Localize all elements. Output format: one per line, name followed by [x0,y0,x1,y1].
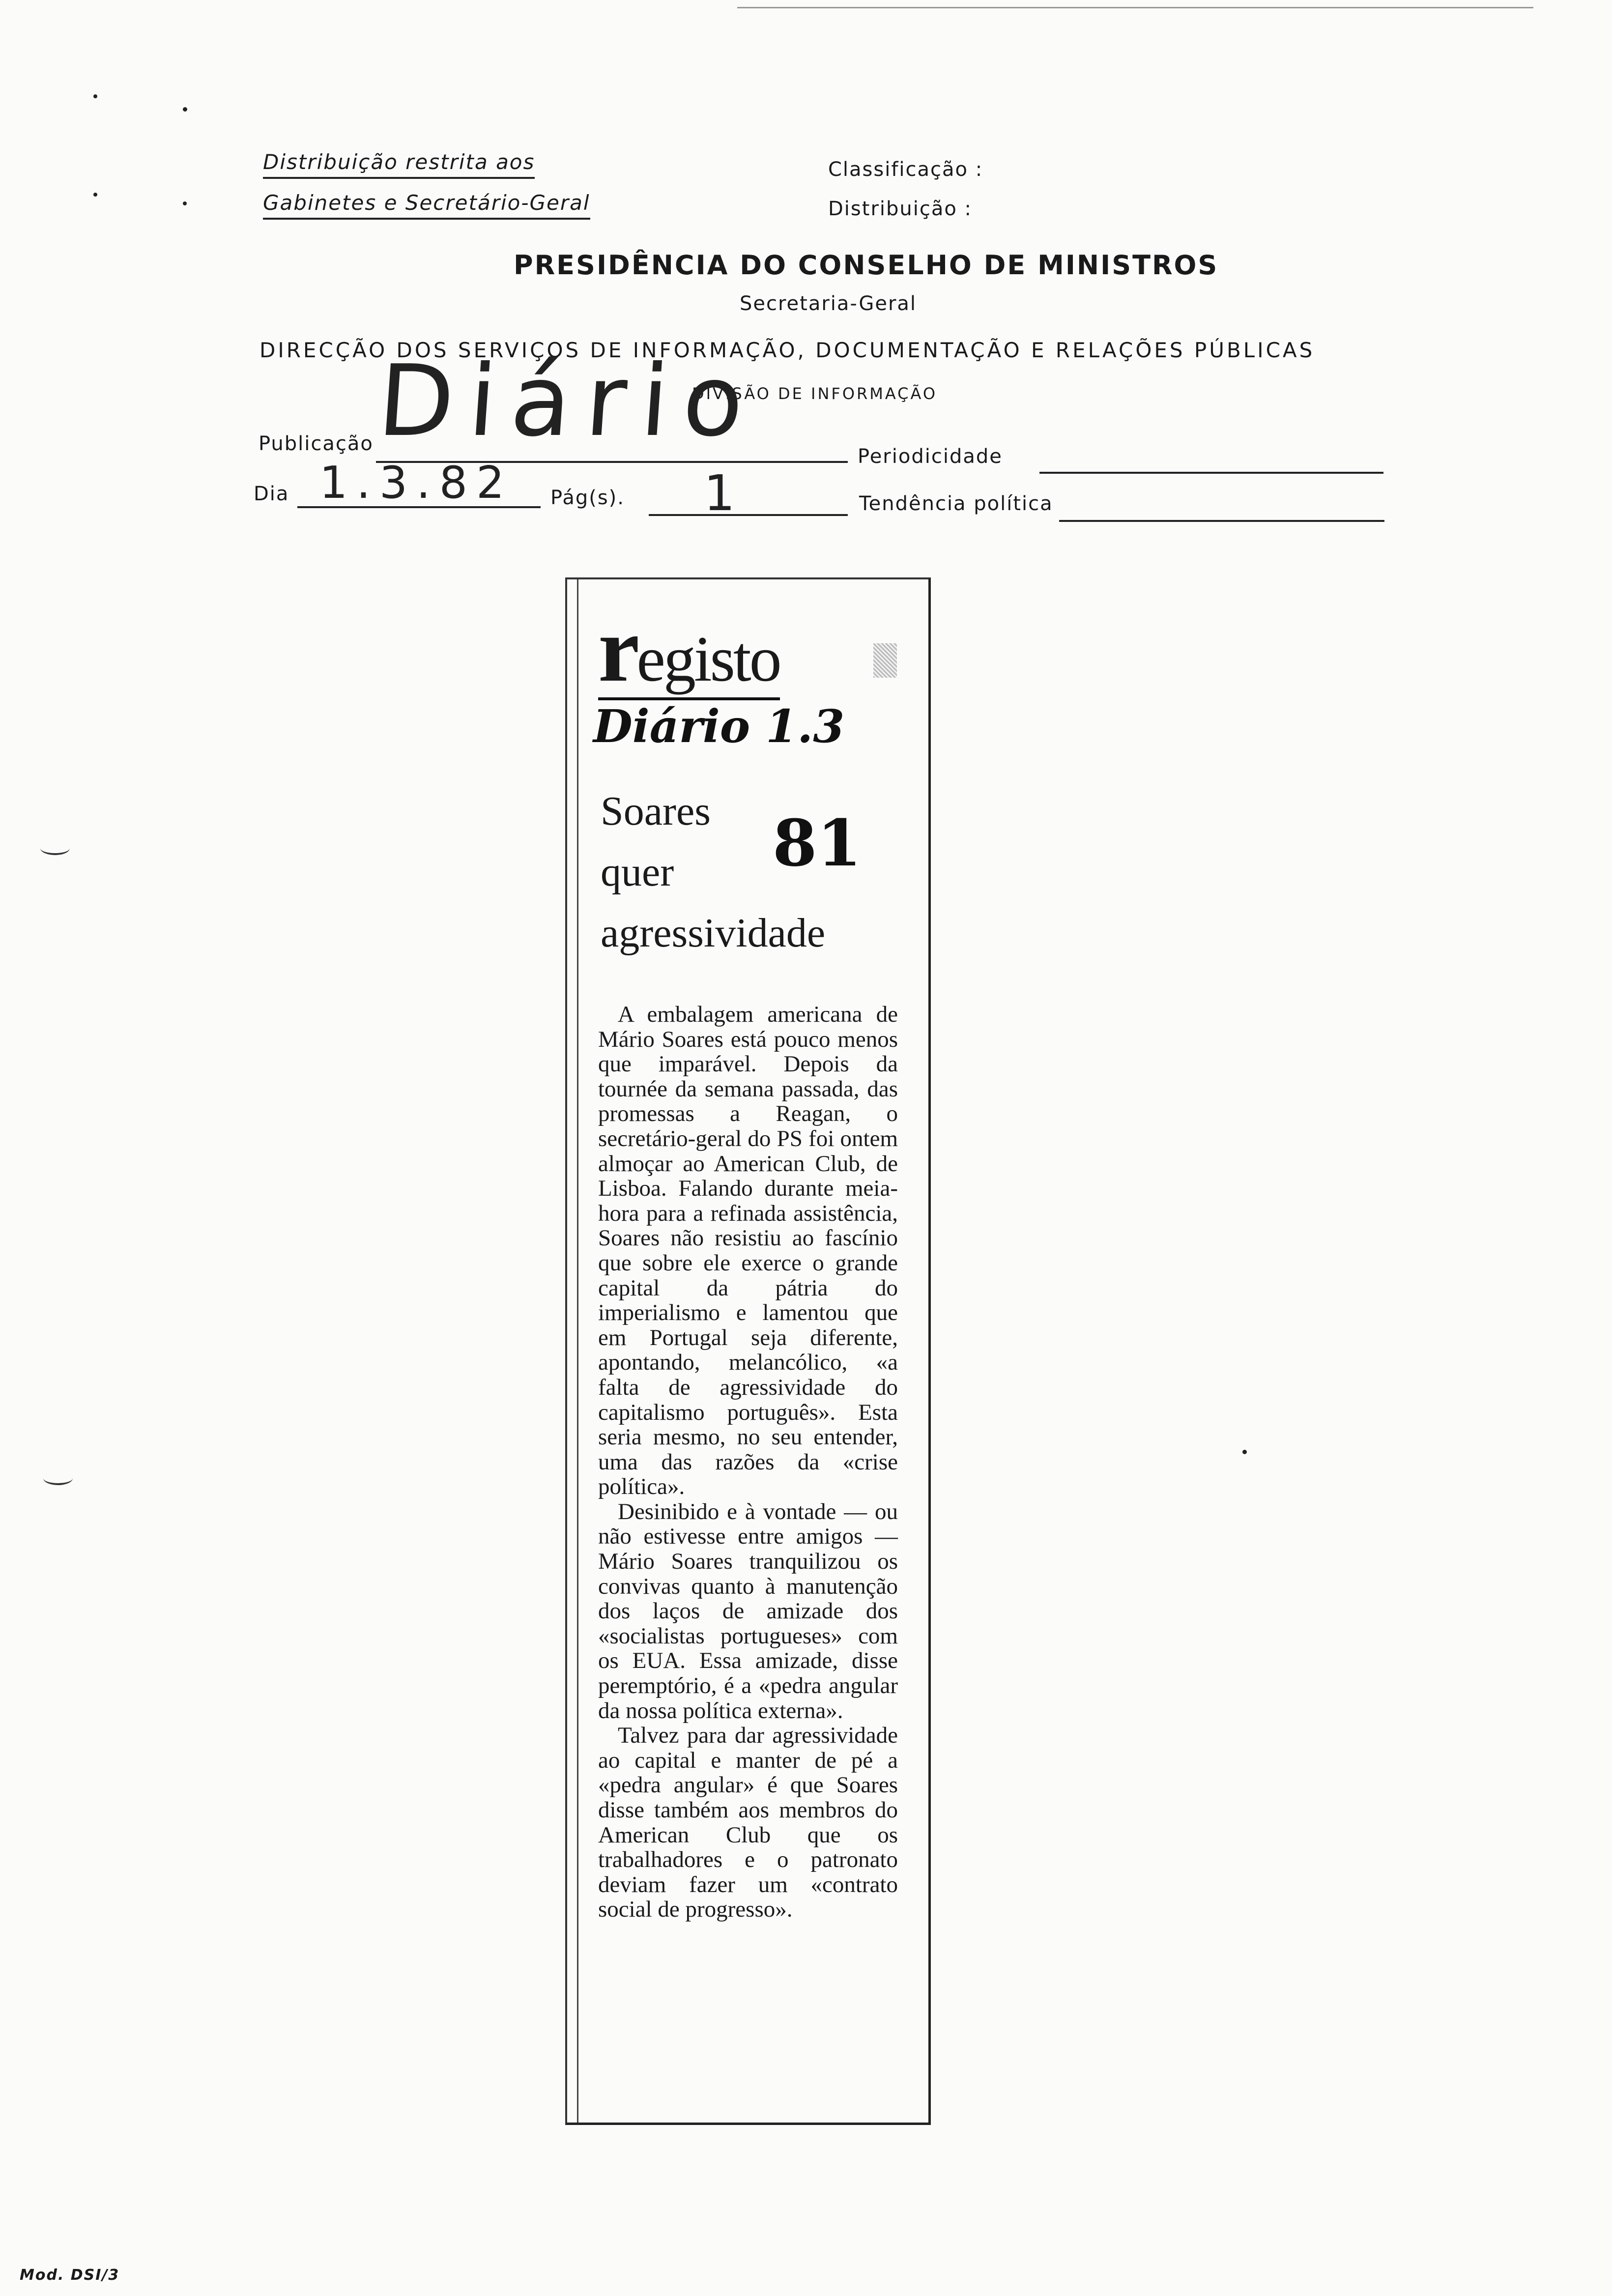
article-body [598,1002,898,1922]
handwritten-day: 1.3.82 [319,457,514,509]
brand-initial: r [598,598,637,701]
headline [601,781,825,964]
periodicidade-field-line [1039,472,1383,474]
direction-line: DIRECÇÃO DOS SERVIÇOS DE INFORMAÇÃO, DOCUMENTAÇÃO E RELAÇÕES PÚBLICAS [259,338,1315,362]
headline-line-2: quer [601,849,674,895]
division-label: DIVISÃO DE INFORMAÇÃO [692,384,938,403]
pags-label: Pág(s). [550,487,625,509]
dia-field-line [297,506,541,508]
scan-speck [183,107,187,112]
distribuicao-label: Distribuição : [828,198,973,220]
classificacao-label: Classificação : [828,158,983,181]
pags-field-line [649,514,848,516]
column-brand [598,598,780,701]
punch-hole-mark [43,1471,73,1485]
brand-rest: egisto [636,623,780,695]
article-paragraph-1: A embalagem americana de Mário Soares está pouco menos que imparável. Depois da tournée da semana passada, das promessas a Reagan, o secretário-geral do PS foi ontem almoçar ao American Club, de Lisboa. Falando durante meia-hora para a refinada assistência, Soares não resistiu ao fascínio que sobre ele exerce o grande capital da pátria do imperialismo e lamentou que em Portugal seja diferente, apontando, melancólico, «a falta de agressividade do capitalismo português». Esta seria mesmo, no seu entender, uma das razões da «crise política». [598,1002,898,1500]
article-paragraph-2: Desinibido e à vontade — ou não estivesse entre amigos — Mário Soares tranquilizou os convivas quanto à manutenção dos laços de amizade dos «socialistas portugueses» com os EUA. Essa amizade, disse peremptório, é a «pedra angular da nossa política externa». [598,1498,898,1723]
scan-speck [183,201,187,205]
scan-speck [93,193,97,197]
restricted-distribution-line2: Gabinetes e Secretário-Geral [263,191,590,220]
handwritten-publication: Diário [374,344,762,459]
newspaper-clipping [565,577,931,2125]
page-title: PRESIDÊNCIA DO CONSELHO DE MINISTROS [514,250,1219,281]
page-subtitle: Secretaria-Geral [740,292,917,315]
tendencia-field-line [1059,520,1384,522]
article-paragraph-3: Talvez para dar agressividade ao capital e manter de pé a «pedra angular» é que Soares disse também aos membros do American Club que os trabalhadores e o patronato deviam fazer um «contrato social de progresso». [598,1722,898,1923]
scan-edge-line [737,7,1533,8]
form-model-code: Mod. DSI/3 [20,2267,120,2284]
handwritten-note: Diário 1.3 [593,700,845,753]
scan-speck [93,94,97,98]
handwritten-page: 1 [704,464,735,522]
tendencia-label: Tendência política [859,492,1053,515]
scan-speck [1242,1450,1247,1454]
punch-hole-mark [40,841,70,855]
headline-line-3: agressividade [601,910,826,956]
clipping-inner-border [577,579,928,2123]
publicacao-label: Publicação [259,432,374,455]
handwritten-number: 81 [773,805,862,881]
halftone-patch [873,643,897,678]
dia-label: Dia [254,483,289,505]
headline-line-1: Soares [601,788,711,834]
periodicidade-label: Periodicidade [858,445,1003,468]
restricted-distribution-line1: Distribuição restrita aos [263,150,535,179]
